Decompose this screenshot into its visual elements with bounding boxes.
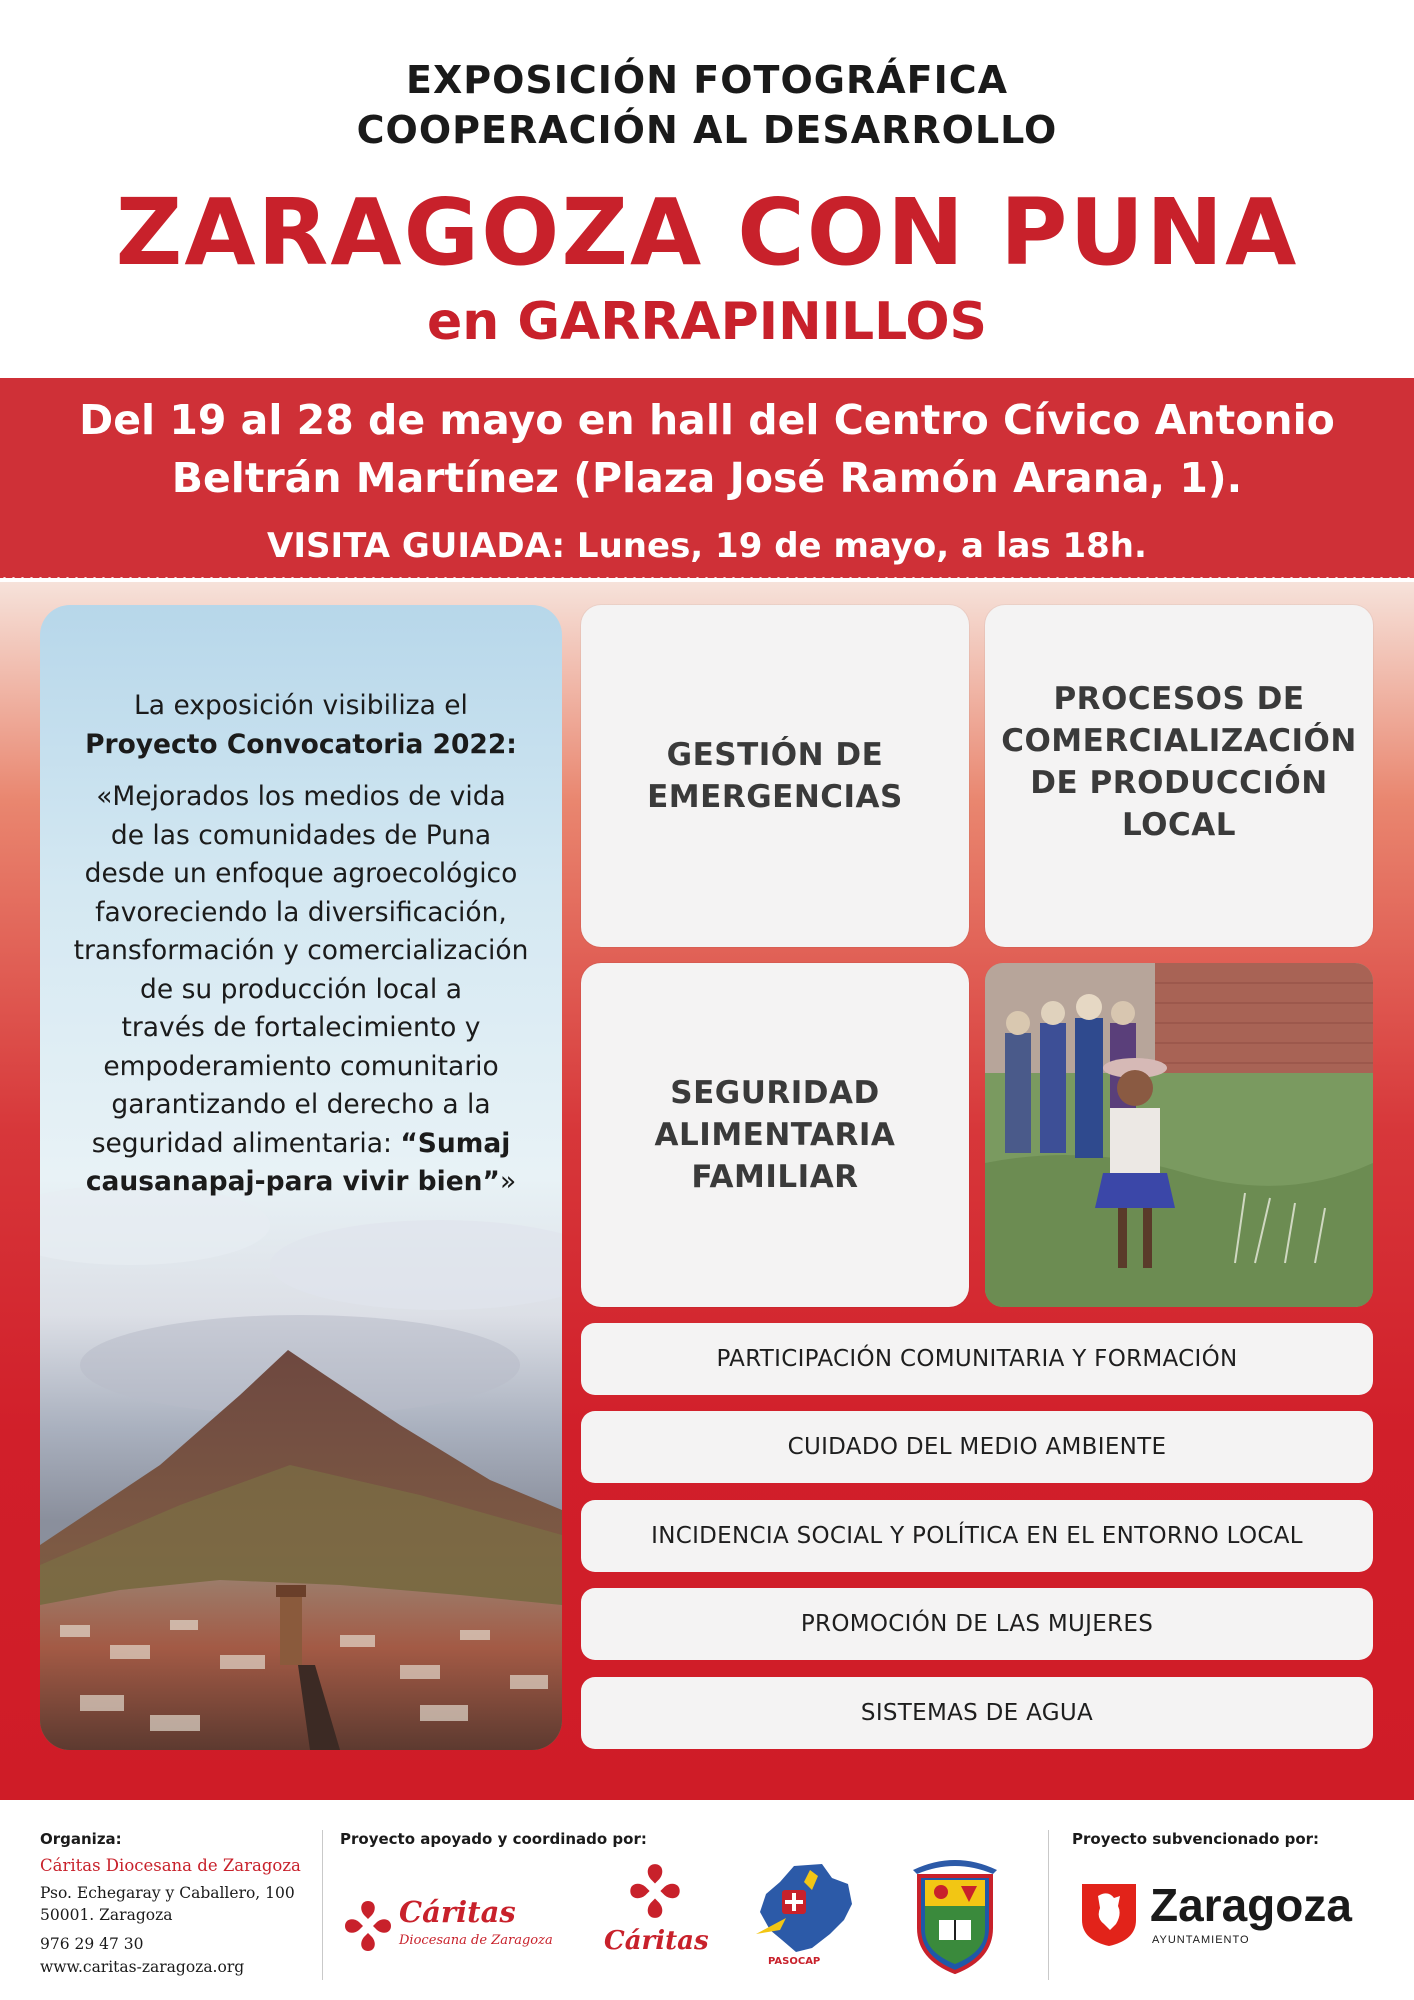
caritas-cross-icon [343,1899,393,1953]
intro-line: Proyecto Convocatoria 2022: [85,728,517,760]
caritas1-name: Cáritas [399,1895,516,1929]
tile-line: COMERCIALIZACIÓN [1001,723,1357,759]
header-line-1: EXPOSICIÓN FOTOGRÁFICA [405,58,1009,102]
topic-label: CUIDADO DEL MEDIO AMBIENTE [787,1434,1167,1460]
caritas2-name: Cáritas [604,1926,709,1956]
intro-line: «Mejorados los medios de vida [96,781,506,812]
intro-quote: “Sumaj [400,1127,511,1159]
pasocap-logo [752,1860,862,1970]
intro-line [60,1163,542,1202]
tile-commercialization [985,605,1373,947]
municipal-shield-logo [905,1848,1005,1978]
children-photo-illustration [985,963,1373,1307]
caritas-diocesana-logo [343,1895,583,1965]
organizer-phone: 976 29 47 30 [40,1935,144,1953]
caritas-cross-icon [628,1862,682,1920]
topic-label: SISTEMAS DE AGUA [860,1700,1094,1726]
tile-line: ALIMENTARIA [654,1117,896,1153]
intro-line [60,1125,542,1164]
main-title: ZARAGOZA CON PUNA [115,179,1299,286]
tile-line: DE PRODUCCIÓN [1030,765,1328,801]
supported-label: Proyecto apoyado y coordinado por: [340,1830,647,1848]
city-sub: AYUNTAMIENTO [1152,1934,1250,1946]
intro-line: de su producción local a [140,973,462,1005]
topic-label: PROMOCIÓN DE LAS MUJERES [800,1611,1154,1637]
tile-line: FAMILIAR [691,1159,859,1195]
zaragoza-ayuntamiento-logo [1080,1878,1380,1958]
intro-quote: causanapaj-para vivir bien” [85,1166,500,1197]
intro-segment: » [499,1166,517,1197]
guided-visit: VISITA GUIADA: Lunes, 19 de mayo, a las 18h. [267,526,1147,566]
organiza-label: Organiza: [40,1830,122,1848]
subsidy-label: Proyecto subvencionado por: [1072,1830,1320,1848]
topic-pill [581,1588,1373,1660]
intro-line: de las comunidades de Puna [110,819,492,851]
intro-line: empoderamiento comunitario [103,1050,499,1082]
band-date-line-1: Del 19 al 28 de mayo en hall del Centro Cívico Antonio [79,396,1335,444]
pasocap-map-icon [752,1860,862,1956]
footer-divider [1048,1830,1049,1980]
footer-divider [322,1830,323,1980]
topic-label: PARTICIPACIÓN COMUNITARIA Y FORMACIÓN [716,1346,1238,1372]
intro-line: transformación y comercialización [73,935,529,966]
tile-line: GESTIÓN DE [666,737,884,773]
header-line-2: COOPERACIÓN AL DESARROLLO [356,108,1058,152]
intro-line: favoreciendo la diversificación, [95,896,507,928]
main-subtitle: en GARRAPINILLOS [426,292,988,352]
children-photo [985,963,1373,1307]
tile-line: EMERGENCIAS [647,779,903,815]
organizer-name: Cáritas Diocesana de Zaragoza [40,1856,301,1875]
tile-food-security [581,963,969,1307]
topic-pill [581,1323,1373,1395]
intro-line: través de fortalecimiento y [121,1012,481,1043]
intro-segment: seguridad alimentaria: [91,1127,401,1159]
intro-card [40,605,562,1750]
shield-icon [905,1848,1005,1978]
topic-label: INCIDENCIA SOCIAL Y POLÍTICA EN EL ENTORNO LOCAL [651,1523,1303,1549]
band-date-line-2: Beltrán Martínez (Plaza José Ramón Arana, 1). [171,454,1243,502]
organizer-address-2: 50001. Zaragoza [40,1906,173,1924]
intro-line: La exposición visibiliza el [134,690,468,721]
tile-line: SEGURIDAD [670,1075,880,1111]
pasocap-label: PASOCAP [768,1956,821,1967]
caritas1-sub: Diocesana de Zaragoza [399,1933,553,1948]
intro-line: desde un enfoque agroecológico [84,858,518,889]
lion-shield-icon [1080,1880,1138,1948]
topic-pill [581,1411,1373,1483]
intro-text [60,687,542,1202]
topic-pill [581,1500,1373,1572]
tile-line: LOCAL [1122,807,1236,843]
organizer-address-1: Pso. Echegaray y Caballero, 100 [40,1884,295,1902]
topic-pill [581,1677,1373,1749]
city-name: Zaragoza [1150,1879,1352,1931]
tile-emergency-management [581,605,969,947]
organizer-web: www.caritas-zaragoza.org [40,1958,245,1976]
tile-line: PROCESOS DE [1053,681,1305,717]
intro-line: garantizando el derecho a la [111,1089,491,1120]
caritas-logo [600,1862,710,1972]
